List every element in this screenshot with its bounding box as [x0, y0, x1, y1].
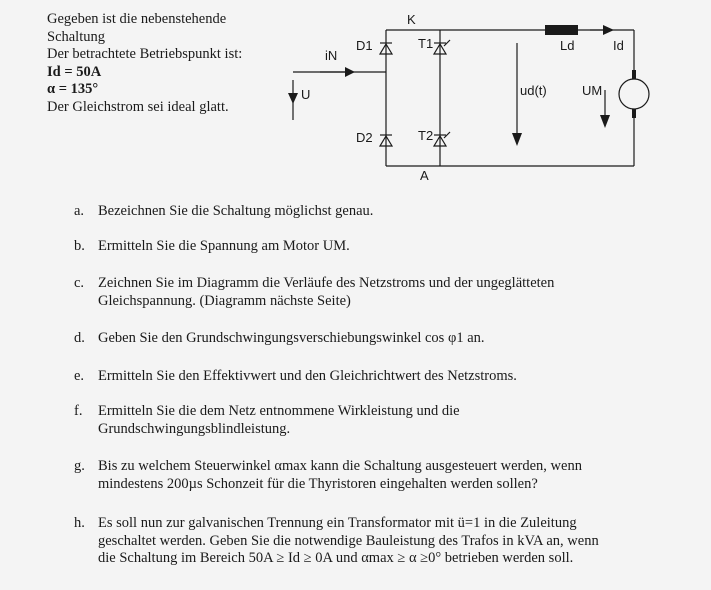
task-text: Zeichnen Sie im Diagramm die Verläufe des Netzstroms und der ungeglätteten — [98, 275, 555, 291]
task-letter: e. — [74, 368, 85, 384]
task-letter: h. — [74, 515, 85, 531]
task-letter: f. — [74, 403, 83, 419]
task-text: Bis zu welchem Steuerwinkel αmax kann die Schaltung ausgesteuert werden, wenn — [98, 458, 582, 474]
task-text: Bezeichnen Sie die Schaltung möglichst genau. — [98, 203, 374, 219]
task-text: Ermitteln Sie die dem Netz entnommene Wirkleistung und die — [98, 403, 460, 419]
task-text: geschaltet werden. Geben Sie die notwendige Bauleistung des Trafos in kVA an, wenn — [98, 532, 599, 549]
task-letter: d. — [74, 330, 85, 346]
thyristor-t1-icon — [434, 40, 450, 54]
task-letter: g. — [74, 458, 85, 474]
intro-line: Der betrachtete Betriebspunkt ist: — [47, 46, 243, 62]
task-text: Ermitteln Sie die Spannung am Motor UM. — [98, 238, 350, 254]
task-letter: a. — [74, 203, 85, 219]
control-angle: α = 135° — [47, 81, 99, 97]
inductor-ld-icon — [545, 25, 578, 35]
current-id-label: Id — [613, 38, 624, 53]
operating-current: Id = 50A — [47, 63, 102, 80]
task-text: Gleichspannung. (Diagramm nächste Seite) — [98, 292, 351, 309]
current-id-arrow — [590, 25, 614, 35]
voltage-um-label: UM — [582, 83, 603, 98]
node-k-label: K — [407, 12, 416, 27]
task-text: die Schaltung im Bereich 50A ≥ Id ≥ 0A und αmax ≥ α ≥0° betrieben werden soll. — [98, 550, 574, 566]
diode-d1-label: D1 — [356, 38, 373, 53]
diode-d2-label: D2 — [356, 130, 373, 145]
voltage-u-arrow — [288, 80, 298, 104]
task-letter: c. — [74, 275, 85, 291]
inductor-ld-label: Ld — [560, 38, 575, 53]
thyristor-t2-icon — [434, 132, 450, 146]
current-in-label: iN — [325, 48, 338, 63]
task-text: mindestens 200µs Schonzeit für die Thyristoren eingehalten werden sollen? — [98, 475, 538, 492]
task-text: Geben Sie den Grundschwingungsverschiebungswinkel cos φ1 an. — [98, 330, 485, 346]
voltage-u-label: U — [301, 87, 311, 102]
task-text: Grundschwingungsblindleistung. — [98, 420, 291, 437]
task-letter: b. — [74, 238, 85, 254]
intro-line: Schaltung — [47, 28, 105, 45]
circuit-diagram — [0, 0, 711, 200]
task-text: Ermitteln Sie den Effektivwert und den Gleichrichtwert des Netzstroms. — [98, 368, 517, 384]
intro-line: Der Gleichstrom sei ideal glatt. — [47, 98, 229, 115]
thyristor-t1-label: T1 — [418, 36, 434, 51]
thyristor-t2-label: T2 — [418, 128, 434, 143]
node-a-label: A — [420, 168, 429, 183]
intro-line: Gegeben ist die nebenstehende — [47, 11, 227, 27]
motor-icon — [619, 79, 649, 109]
voltage-ud-label: ud(t) — [520, 83, 547, 98]
task-text: Es soll nun zur galvanischen Trennung ein Transformator mit ü=1 in die Zuleitung — [98, 515, 577, 531]
current-in-arrow — [320, 67, 355, 77]
